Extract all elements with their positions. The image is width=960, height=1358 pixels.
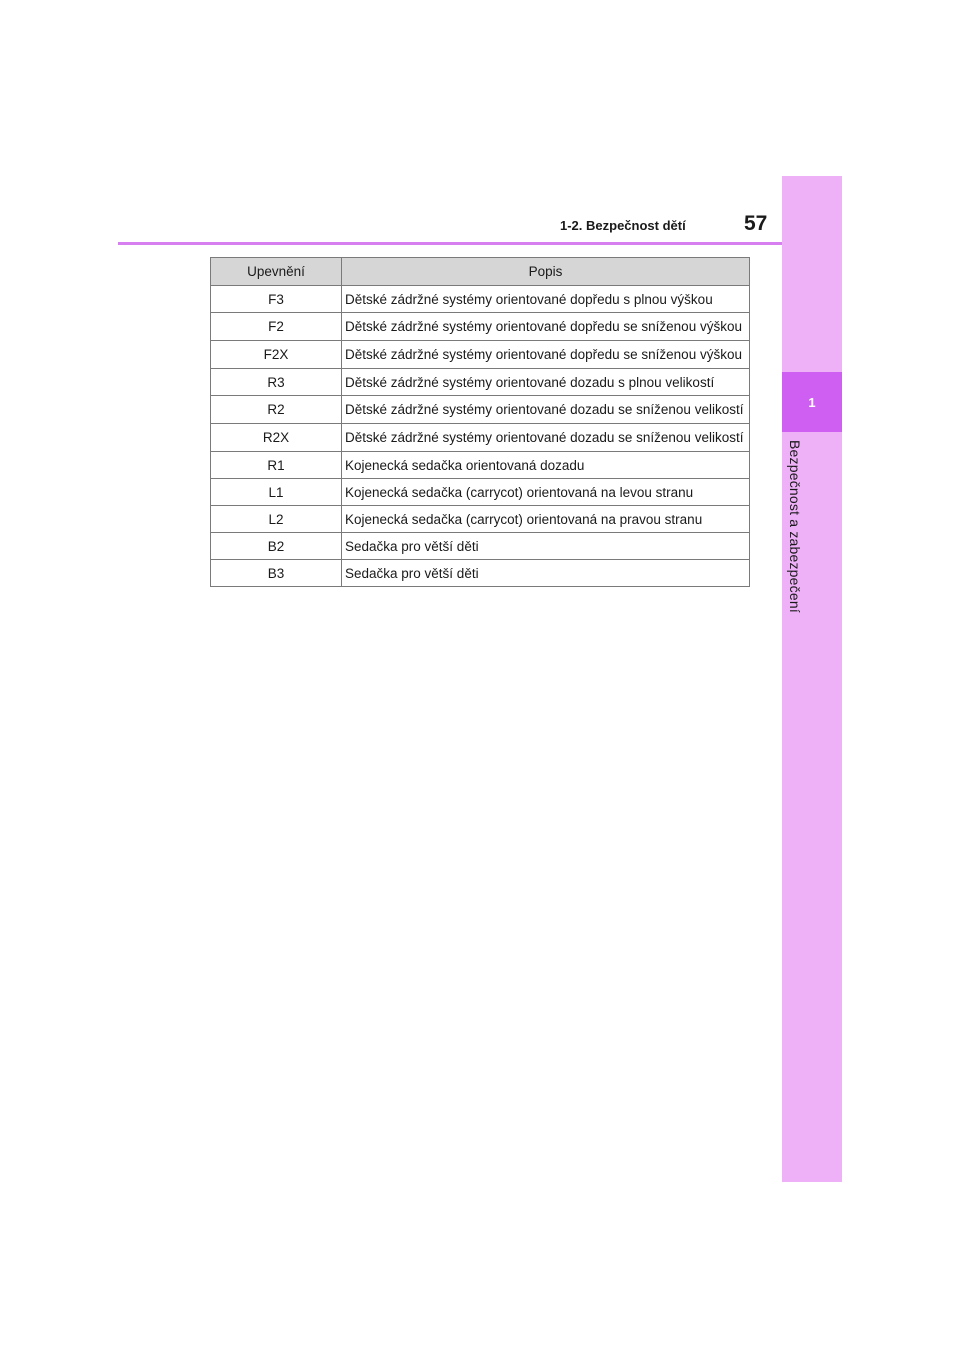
fixture-description: Dětské zádržné systémy orientované dopředu se sníženou výškou [342, 341, 750, 369]
table-row [211, 424, 750, 452]
table-header-row [211, 258, 750, 286]
table-row [211, 313, 750, 341]
fixture-table [210, 257, 750, 587]
table-row [211, 341, 750, 369]
table-row [211, 560, 750, 587]
fixture-description: Kojenecká sedačka (carrycot) orientovaná na pravou stranu [342, 506, 750, 533]
fixture-description: Dětské zádržné systémy orientované dozadu se sníženou velikostí [342, 424, 750, 452]
fixture-code: L2 [211, 506, 342, 533]
table-row [211, 506, 750, 533]
chapter-number-badge: 1 [782, 372, 842, 432]
fixture-description: Sedačka pro větší děti [342, 560, 750, 587]
fixture-code: F2X [211, 341, 342, 369]
fixture-code: B3 [211, 560, 342, 587]
fixture-description: Kojenecká sedačka (carrycot) orientovaná na levou stranu [342, 479, 750, 506]
fixture-code: F3 [211, 286, 342, 313]
side-chapter-tab [782, 176, 842, 1182]
fixture-description: Dětské zádržné systémy orientované dopředu se sníženou výškou [342, 313, 750, 341]
table-row [211, 286, 750, 313]
fixture-code: L1 [211, 479, 342, 506]
table-row [211, 452, 750, 479]
table-row [211, 533, 750, 560]
header-divider [118, 242, 782, 245]
fixture-code: R2X [211, 424, 342, 452]
fixture-description: Sedačka pro větší děti [342, 533, 750, 560]
fixture-code: R2 [211, 396, 342, 424]
fixture-code: R1 [211, 452, 342, 479]
chapter-title: Bezpečnost a zabezpečení [787, 440, 803, 613]
table-row [211, 369, 750, 396]
fixture-description: Dětské zádržné systémy orientované dopředu s plnou výškou [342, 286, 750, 313]
fixture-description: Dětské zádržné systémy orientované dozadu s plnou velikostí [342, 369, 750, 396]
fixture-description: Kojenecká sedačka orientovaná dozadu [342, 452, 750, 479]
fixture-code: F2 [211, 313, 342, 341]
fixture-description: Dětské zádržné systémy orientované dozadu se sníženou velikostí [342, 396, 750, 424]
column-header-description: Popis [342, 258, 750, 286]
fixture-code: B2 [211, 533, 342, 560]
page-number: 57 [744, 212, 768, 235]
table-row [211, 479, 750, 506]
section-title: 1-2. Bezpečnost dětí [560, 218, 686, 233]
table-row [211, 396, 750, 424]
fixture-code: R3 [211, 369, 342, 396]
column-header-fixture: Upevnění [211, 258, 342, 286]
